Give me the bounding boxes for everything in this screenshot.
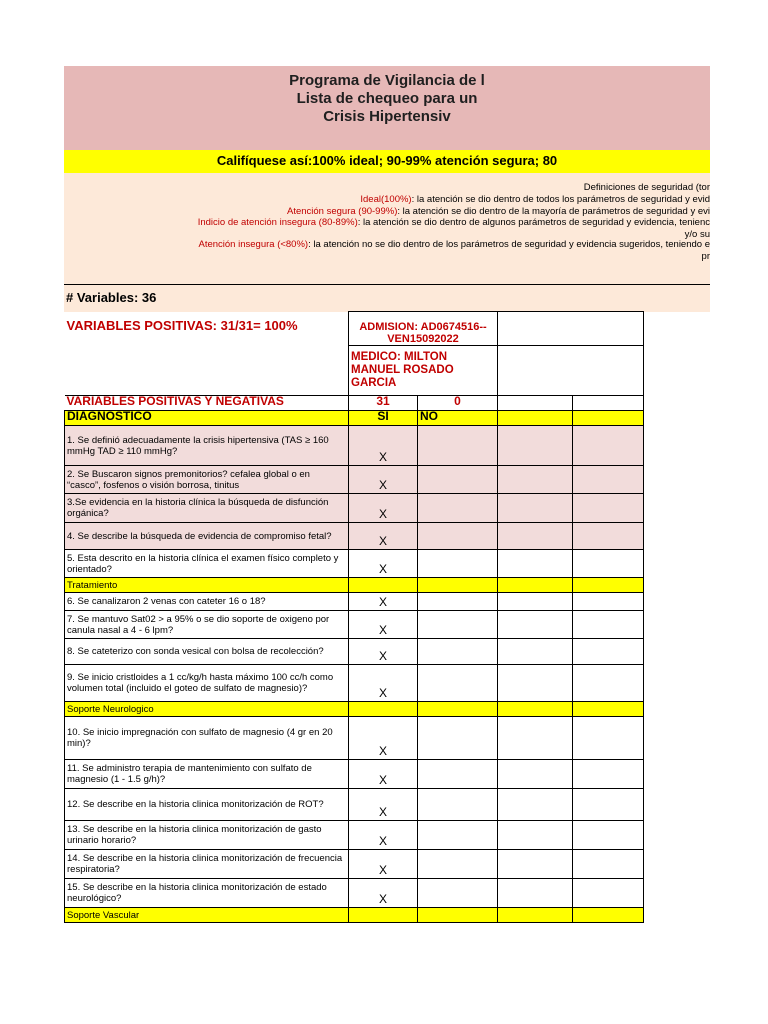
empty-cell (573, 702, 644, 717)
empty-cell (498, 639, 573, 665)
empty-cell (498, 850, 573, 879)
pos-neg-label: VARIABLES POSITIVAS Y NEGATIVAS (65, 396, 349, 411)
def-insegura-label: Atención insegura (<80%) (198, 239, 309, 250)
empty-cell (573, 639, 644, 665)
def-ideal-label: Ideal(100%) (360, 194, 412, 205)
empty-cell (418, 908, 498, 923)
empty-cell (498, 396, 573, 411)
empty-cell (498, 908, 573, 923)
def-ideal-text: : la atención se dio dentro de todos los parámetros de seguridad y evid (411, 194, 710, 205)
variables-count-bar (64, 284, 710, 312)
empty-cell (573, 717, 644, 760)
checklist-item: 15. Se describe en la historia clinica monitorización de estado neurológico? (65, 879, 349, 908)
empty-cell (573, 760, 644, 789)
empty-cell (498, 411, 573, 426)
checklist-table (64, 311, 644, 923)
no-mark (418, 426, 498, 466)
empty-cell (498, 466, 573, 494)
def-indicio-label: Indicio de atención insegura (80-89%) (197, 217, 358, 228)
empty-cell (573, 523, 644, 550)
empty-cell (498, 789, 573, 821)
def-ideal (360, 194, 710, 205)
definitions-block (64, 173, 710, 284)
no-mark (418, 550, 498, 578)
checklist-item: 11. Se administro terapia de mantenimiento con sulfato de magnesio (1 - 1.5 g/h)? (65, 760, 349, 789)
positive-variables-label: VARIABLES POSITIVAS: 31/31= 100% (65, 312, 349, 396)
section-neurologico: Soporte Neurologico (65, 702, 349, 717)
no-mark (418, 494, 498, 523)
no-mark (418, 760, 498, 789)
def-indicio-cont: y/o su (684, 229, 710, 240)
si-mark: X (349, 523, 418, 550)
empty-cell (498, 879, 573, 908)
si-mark: X (349, 639, 418, 665)
section-vascular: Soporte Vascular (65, 908, 349, 923)
si-mark: X (349, 593, 418, 611)
empty-cell (349, 578, 418, 593)
empty-cell (573, 411, 644, 426)
program-title-line1: Programa de Vigilancia de l (289, 72, 485, 89)
si-mark: X (349, 850, 418, 879)
si-mark: X (349, 426, 418, 466)
si-mark: X (349, 879, 418, 908)
def-segura-label: Atención segura (90-99%) (286, 206, 398, 217)
checklist-item: 6. Se canalizaron 2 venas con cateter 16 o 18? (65, 593, 349, 611)
variables-count: # Variables: 36 (66, 290, 157, 305)
empty-cell (498, 821, 573, 850)
empty-cell (573, 550, 644, 578)
no-mark (418, 665, 498, 702)
rating-bar (64, 150, 710, 173)
def-insegura-cont: pr (701, 251, 710, 262)
empty-cell (573, 494, 644, 523)
no-mark (418, 821, 498, 850)
empty-cell (498, 760, 573, 789)
checklist-item: 3.Se evidencia en la historia clínica la búsqueda de disfunción orgánica? (65, 494, 349, 523)
no-mark (418, 850, 498, 879)
diagnostico-header: DIAGNOSTICO (65, 411, 349, 426)
no-mark (418, 789, 498, 821)
si-header: SI (349, 411, 418, 426)
empty-cell (573, 821, 644, 850)
rating-text: Califíquese así:100% ideal; 90-99% atención segura; 80 (216, 153, 558, 168)
empty-cell (573, 665, 644, 702)
empty-cell (498, 593, 573, 611)
empty-cell (573, 879, 644, 908)
empty-cell (349, 908, 418, 923)
empty-cell (418, 578, 498, 593)
empty-cell (498, 702, 573, 717)
program-header (64, 66, 710, 150)
checklist-item: 9. Se inicio cristloides a 1 cc/kg/h hasta máximo 100 cc/h como volumen total (incluido el goteo de sulfato de magnesio)? (65, 665, 349, 702)
empty-cell (498, 494, 573, 523)
empty-cell (573, 789, 644, 821)
empty-cell (573, 578, 644, 593)
empty-cell (498, 665, 573, 702)
def-segura-text: : la atención se dio dentro de la mayoría de parámetros de seguridad y evi (397, 206, 710, 217)
checklist-item: 13. Se describe en la historia clinica monitorización de gasto urinario horario? (65, 821, 349, 850)
empty-cell (498, 426, 573, 466)
checklist-item: 1. Se definió adecuadamente la crisis hipertensiva (TAS ≥ 160 mmHg TAD ≥ 110 mmHg? (65, 426, 349, 466)
empty-cell (573, 466, 644, 494)
section-tratamiento: Tratamiento (65, 578, 349, 593)
no-header: NO (418, 411, 498, 426)
empty-cell (418, 702, 498, 717)
no-mark (418, 466, 498, 494)
empty-cell (498, 611, 573, 639)
empty-cell (573, 426, 644, 466)
empty-cell (573, 396, 644, 411)
checklist-item: 14. Se describe en la historia clinica monitorización de frecuencia respiratoria? (65, 850, 349, 879)
empty-cell (498, 550, 573, 578)
def-segura (287, 206, 710, 217)
si-mark: X (349, 717, 418, 760)
admision-cell: ADMISION: AD0674516-- VEN15092022 (349, 312, 498, 346)
no-mark (418, 879, 498, 908)
si-mark: X (349, 760, 418, 789)
checklist-item: 10. Se inicio impregnación con sulfato de magnesio (4 gr en 20 min)? (65, 717, 349, 760)
empty-cell (573, 850, 644, 879)
si-mark: X (349, 466, 418, 494)
si-mark: X (349, 611, 418, 639)
empty-cell (498, 312, 644, 346)
empty-cell (498, 346, 644, 396)
def-indicio (198, 217, 710, 228)
checklist-item: 2. Se Buscaron signos premonitorios? cefalea global o en “casco”, fosfenos o visión borrosa, tinitus (65, 466, 349, 494)
checklist-item: 12. Se describe en la historia clinica monitorización de ROT? (65, 789, 349, 821)
empty-cell (498, 717, 573, 760)
def-insegura (199, 239, 711, 250)
no-mark (418, 717, 498, 760)
no-mark (418, 639, 498, 665)
checklist-item: 4. Se describe la búsqueda de evidencia de compromiso fetal? (65, 523, 349, 550)
checklist-item: 5. Esta descrito en la historia clínica el examen físico completo y orientado? (65, 550, 349, 578)
si-mark: X (349, 494, 418, 523)
no-count: 0 (418, 396, 498, 411)
empty-cell (498, 578, 573, 593)
no-mark (418, 523, 498, 550)
def-indicio-text: : la atención se dio dentro de algunos parámetros de seguridad y evidencia, tenienc (357, 217, 710, 228)
si-mark: X (349, 550, 418, 578)
empty-cell (573, 611, 644, 639)
empty-cell (573, 593, 644, 611)
definitions-title: Definiciones de seguridad (tor (583, 182, 710, 193)
si-mark: X (349, 789, 418, 821)
def-insegura-text: : la atención no se dio dentro de los parámetros de seguridad y evidencia sugeridos, teniendo e (308, 239, 710, 250)
checklist-item: 8. Se cateterizo con sonda vesical con bolsa de recolección? (65, 639, 349, 665)
no-mark (418, 611, 498, 639)
si-mark: X (349, 821, 418, 850)
empty-cell (349, 702, 418, 717)
empty-cell (498, 523, 573, 550)
program-title-line3: Crisis Hipertensiv (323, 108, 451, 125)
si-count: 31 (349, 396, 418, 411)
empty-cell (573, 908, 644, 923)
medico-cell: MEDICO: MILTON MANUEL ROSADO GARCIA (349, 346, 498, 396)
checklist-item: 7. Se mantuvo Sat02 > a 95% o se dio soporte de oxigeno por canula nasal a 4 - 6 lpm? (65, 611, 349, 639)
no-mark (418, 593, 498, 611)
si-mark: X (349, 665, 418, 702)
program-title-line2: Lista de chequeo para un (296, 90, 478, 107)
